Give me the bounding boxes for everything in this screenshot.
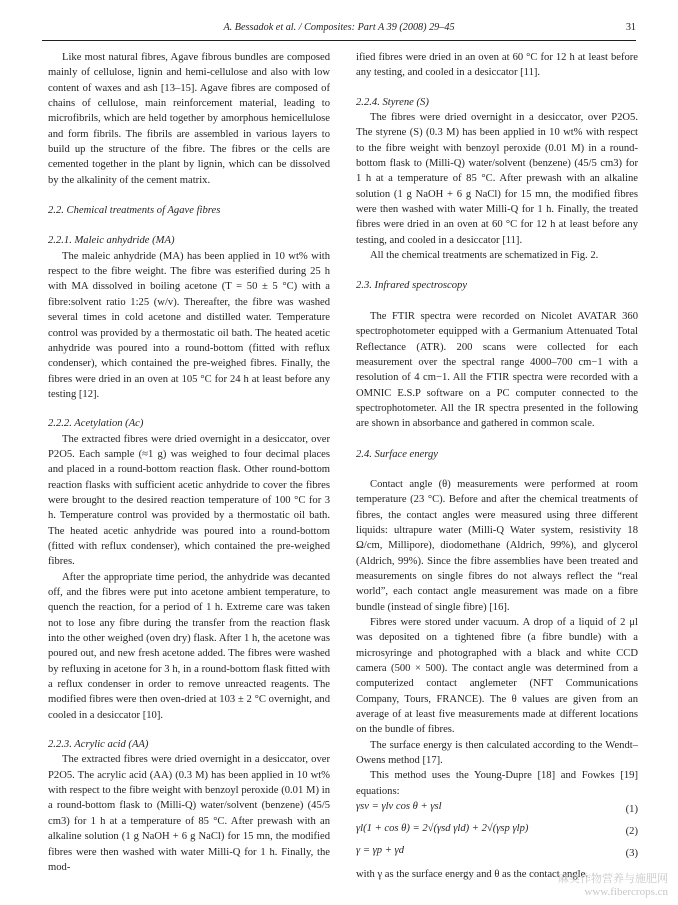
maleic-anhydride-paragraph: The maleic anhydride (MA) has been applied in 10 wt% with respect to the fibre weight. The fibre was esterified during 25 h with MA dissolved in boiling acetone (T = 50 ± 5 °C) with a fibre:solvent ratio 1:25 (w/v). Thereafter, the fibre was washed several times in cold acetone and distilled water. Temperature control was provided by a thermostatic oil bath. The heated acetic anhydride was poured into a round-bottom (fitted with reflux condenser), which contained the pre-weighed fibres. Finally, the fibres were dried in an oven at 105 °C for 24 h at least before any testing [12]. <box>48 250 330 400</box>
section-heading-2-2: 2.2. Chemical treatments of Agave fibres <box>48 205 221 217</box>
intro-paragraph: Like most natural fibres, Agave fibrous bundles are composed mainly of cellulose, lignin and hemi-cellulose and also with low content of waxes and ash [13–15]. Agave fibres are composed of chains of cellulose, main reinforcement material, leading to microfibrils, which are held together by amorphous hemicellulose and form fibrils. The fibrils are assembled in various layers to build up the structure of the fibre. The fibres or the cells are cemented together in the plant by lignin, which can be dissolved by the alkalinity of the cement matrix. <box>48 52 330 186</box>
styrene-paragraph: The fibres were dried overnight in a desiccator, over P2O5. The styrene (S) (0.3 M) has been applied in 10 wt% with respect to the fibre weight with benzoyl peroxide (0.01 M) in a round-bottom flask to (Milli-Q) water/solvent (benzene) (45/5 cm3) for 1 h at a temperature of 85 °C. After prewash with an alkaline solution (1 g NaOH + 6 g NaCl) for 15 mn, the modified fibres were then washed with water Milli-Q for 1 h. Finally, the treated fibres were dried in an oven at 60 °C for 12 h at least before any testing, and cooled in a desiccator [11]. <box>356 112 638 246</box>
running-header <box>42 22 636 40</box>
section-heading-2-4: 2.4. Surface energy <box>356 448 438 460</box>
surface-energy-paragraph: The surface energy is then calculated according to the Wendt–Owens method [17]. <box>356 739 638 767</box>
header-rule <box>42 40 636 41</box>
acetylation-paragraph-1: The extracted fibres were dried overnight in a desiccator, over P2O5. Each sample (≈1 g) was weighed to four decimal places and placed in a round-bottom reaction flask. Other round-bottom reaction flasks with sufficient acetic anhydride to cover the fibres were brought to the desired reaction temperature of 100 °C for 3 h. Temperature control was provided by a thermostatic oil bath. The heated acetic anhydride was poured into a round-bottom (fitted with reflux condenser), which contained the pre-weighed fibres. <box>48 433 330 568</box>
equation-1-number: (1) <box>625 804 638 816</box>
fibre-storage-paragraph: Fibres were stored under vacuum. A drop of a liquid of 2 μl was deposited on a tightened fibre (a fibre bundle) with a microsyringe and photographed with a black and white CCD camera (500 × 500). The contact angle was determined from a computerized contact anglemeter (NFT Communications Company, Tours, FRANCE). The θ values are given from an average of at least five measurements made at different locations on the bundle of fibres. <box>356 617 638 736</box>
right-column <box>356 50 638 882</box>
equation-3 <box>356 843 638 865</box>
watermark-line-1: 麻类作物营养与施肥网 <box>558 873 668 885</box>
subsection-heading-2-2-3: 2.2.3. Acrylic acid (AA) <box>48 739 149 751</box>
contact-angle-paragraph: Contact angle (θ) measurements were performed at room temperature (23 °C). Before and after the chemical treatments of fibres, the contact angles were measured using three different liquids: ultrapure water (Milli-Q Water system, resistivity 18 Ω/cm, Millipore), diodomethane (Aldrich, 99%), and glycerol (Aldrich, 99%). Since the fibre assemblies have been treated and measurements on single fibres do not always reflect the “real world”, each contact angle measurement was made on a fibre bundle (instead of single fibre) [16]. <box>356 478 638 613</box>
left-column <box>48 50 330 875</box>
equation-3-body: γ = γp + γd <box>356 845 405 857</box>
equation-3-number: (3) <box>625 848 638 860</box>
watermark <box>558 873 668 899</box>
ftir-paragraph: The FTIR spectra were recorded on Nicolet AVATAR 360 spectrophotometer equipped with a Germanium Attenuated Total Reflectance (ATR). 200 scans were collected for each measurement over the spectral range 4000–700 cm−1 with a resolution of 4 cm−1. All the FTIR spectra were recorded with a OMNIC E.S.P software on a PC computer connected to the spectrophotometer. All the IR spectra presented in the following are shown in absorbance and gathered in common scale. <box>356 310 638 430</box>
equation-1-body: γsv = γlv cos θ + γsl <box>356 801 442 813</box>
section-heading-2-3: 2.3. Infrared spectroscopy <box>356 280 468 292</box>
equation-2-body: γl(1 + cos θ) = 2√(γsd γld) + 2√(γsp γlp) <box>356 823 529 835</box>
subsection-heading-2-2-2: 2.2.2. Acetylation (Ac) <box>48 418 144 430</box>
subsection-heading-2-2-1: 2.2.1. Maleic anhydride (MA) <box>48 235 175 247</box>
subsection-heading-2-2-4: 2.2.4. Styrene (S) <box>356 96 429 108</box>
treatments-figure-reference: All the chemical treatments are schematized in Fig. 2. <box>370 250 599 262</box>
equation-1 <box>356 799 638 821</box>
equation-2 <box>356 821 638 843</box>
journal-citation: A. Bessadok et al. / Composites: Part A 39 (2008) 29–45 <box>223 22 455 33</box>
acetylation-paragraph-2: After the appropriate time period, the anhydride was decanted off, and the fibres were put into acetone ambient temperature, to quench the reaction, for a period of 1 h. Extreme care was taken not to lose any fibre during the transfer from the reaction flask into the other weighed (oven dry) flask. After 1 h, the acetone was poured out, and new fresh acetone added. The fibres were washed by refluxing in acetone for 3 h, in a round-bottom flask fitted with a reflux condenser in order to remove unreacted reagents. The modified fibres were then oven-dried at 103 ± 2 °C overnight, and cooled in a desiccator [10]. <box>48 571 330 721</box>
continued-paragraph: ified fibres were dried in an oven at 60 °C for 12 h at least before any testing, and cooled in a desiccator [11]. <box>356 52 638 79</box>
equation-2-number: (2) <box>625 826 638 838</box>
watermark-line-2: www.fibercrops.cn <box>584 886 668 898</box>
acrylic-acid-paragraph: The extracted fibres were dried overnight in a desiccator, over P2O5. The acrylic acid (AA) (0.3 M) has been applied in 10 wt% with respect to the fibre weight with benzoyl peroxide (0.01 M) in a round-bottom flask to (Milli-Q) water/solvent (benzene) (45/5 cm3) for 1 h at a temperature of 85 °C. After prewash with an alkaline solution (1 g NaOH + 6 g NaCl) for 15 mn, the modified fibres were then washed with water Milli-Q for 1 h. Finally, the mod- <box>48 754 330 873</box>
equations-intro-paragraph: This method uses the Young-Dupre [18] and Fowkes [19] equations: <box>356 770 638 797</box>
page-number: 31 <box>625 22 636 33</box>
closing-sentence: with γ as the surface energy and θ as the contact angle. <box>356 869 588 881</box>
